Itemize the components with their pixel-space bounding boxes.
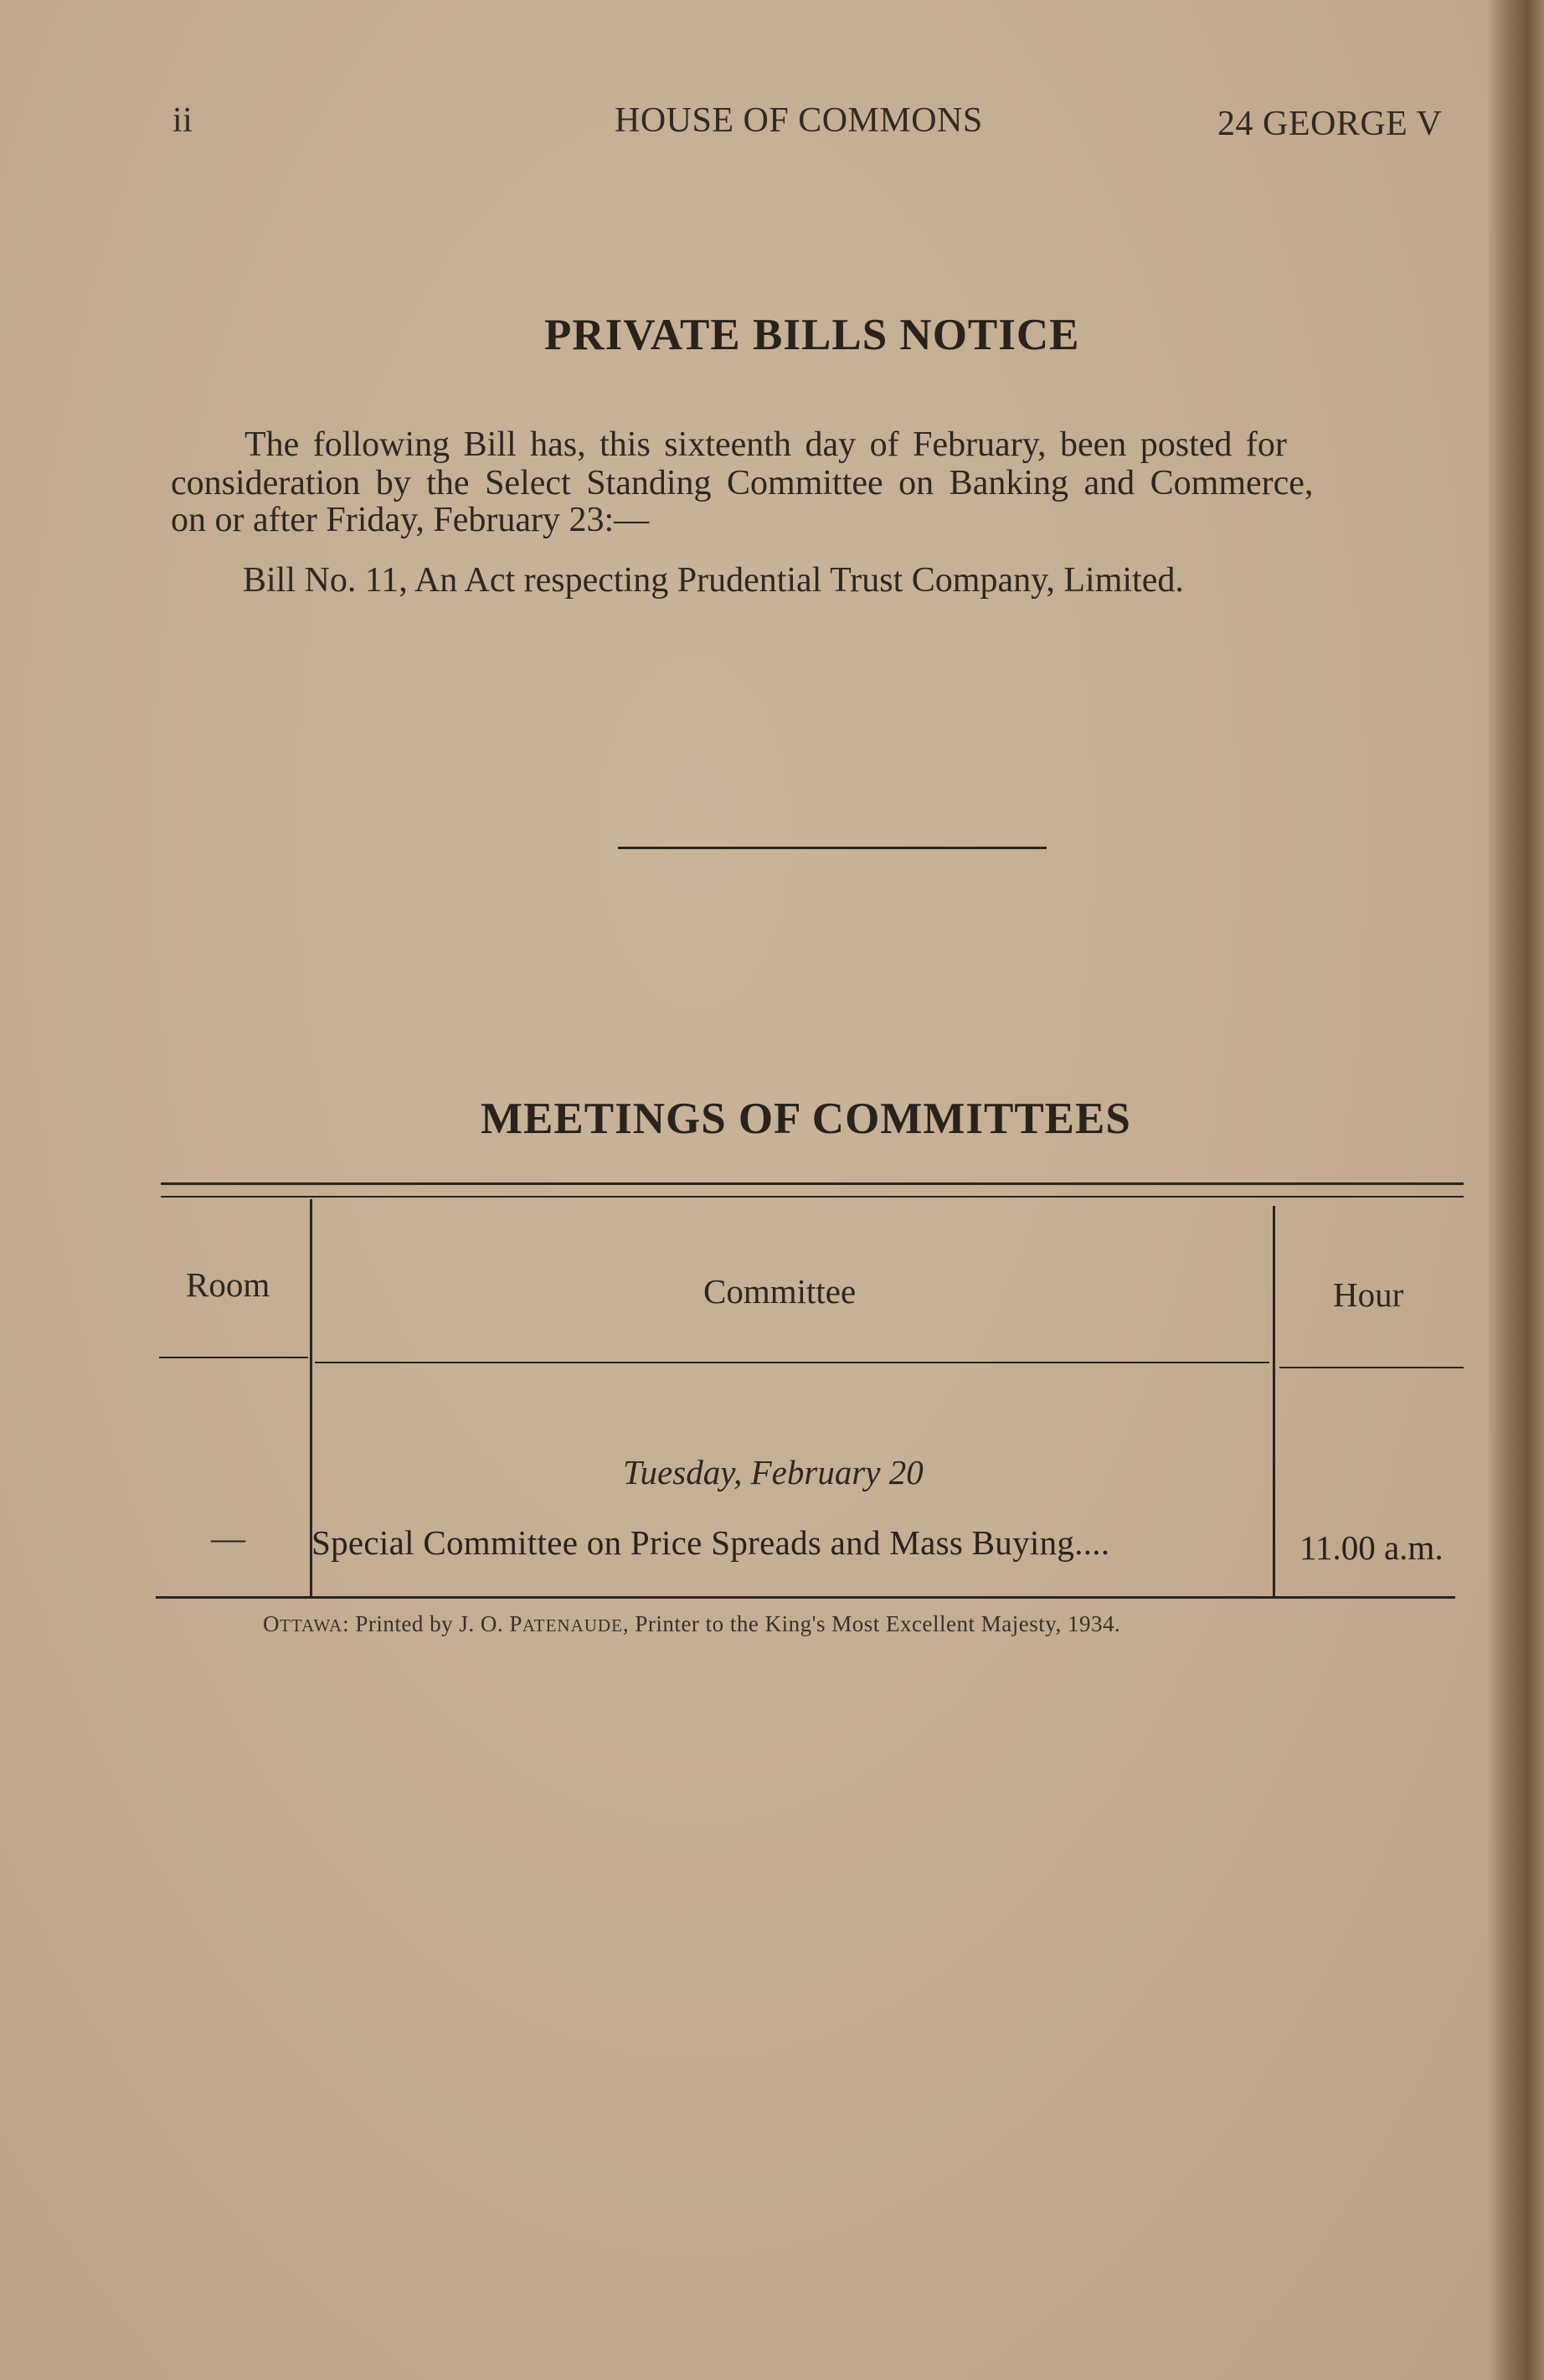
column-header-room: Room xyxy=(186,1265,270,1304)
section-divider xyxy=(618,847,1047,849)
private-bills-title: PRIVATE BILLS NOTICE xyxy=(544,311,1080,359)
meetings-title: MEETINGS OF COMMITTEES xyxy=(481,1095,1131,1143)
column-header-committee: Committee xyxy=(703,1272,857,1311)
imprint-city-rest: TTAWA xyxy=(280,1615,343,1636)
running-head-regnal-year: 24 GEORGE V xyxy=(1217,105,1443,143)
table-top-rule xyxy=(161,1182,1464,1185)
header-underline-room xyxy=(159,1357,308,1358)
imprint-rest: , Printer to the King's Most Excellent Majesty, 1934. xyxy=(622,1611,1121,1636)
meeting-date-heading: Tuesday, February 20 xyxy=(623,1453,924,1491)
running-head-title: HOUSE OF COMMONS xyxy=(615,101,983,140)
table-top-rule-inner xyxy=(161,1196,1464,1198)
row-committee: Special Committee on Price Spreads and Mass Buying.... xyxy=(311,1523,1110,1562)
imprint-printed-by: : Printed by J. O. xyxy=(342,1611,504,1636)
printer-imprint xyxy=(263,1611,1120,1637)
page-number: ii xyxy=(172,101,193,140)
header-underline-committee xyxy=(315,1362,1269,1363)
imprint-printer-initial: P xyxy=(509,1611,522,1636)
column-rule-right xyxy=(1273,1206,1275,1598)
row-hour: 11.00 a.m. xyxy=(1300,1528,1444,1567)
row-room: — xyxy=(211,1518,245,1557)
imprint-printer-rest: ATENAUDE xyxy=(522,1615,623,1636)
column-header-hour: Hour xyxy=(1333,1275,1404,1314)
header-underline-hour xyxy=(1279,1367,1464,1368)
notice-paragraph-line-1: The following Bill has, this sixteenth day of February, been posted for xyxy=(244,425,1287,464)
book-spine-edge xyxy=(1489,0,1544,2380)
imprint-city-initial: O xyxy=(263,1611,280,1636)
notice-paragraph-line-3: on or after Friday, February 23:— xyxy=(171,501,650,539)
notice-paragraph-line-2: consideration by the Select Standing Committee on Banking and Commerce, xyxy=(171,464,1314,502)
table-bottom-rule xyxy=(156,1596,1455,1599)
bill-entry: Bill No. 11, An Act respecting Prudential Trust Company, Limited. xyxy=(243,561,1184,600)
